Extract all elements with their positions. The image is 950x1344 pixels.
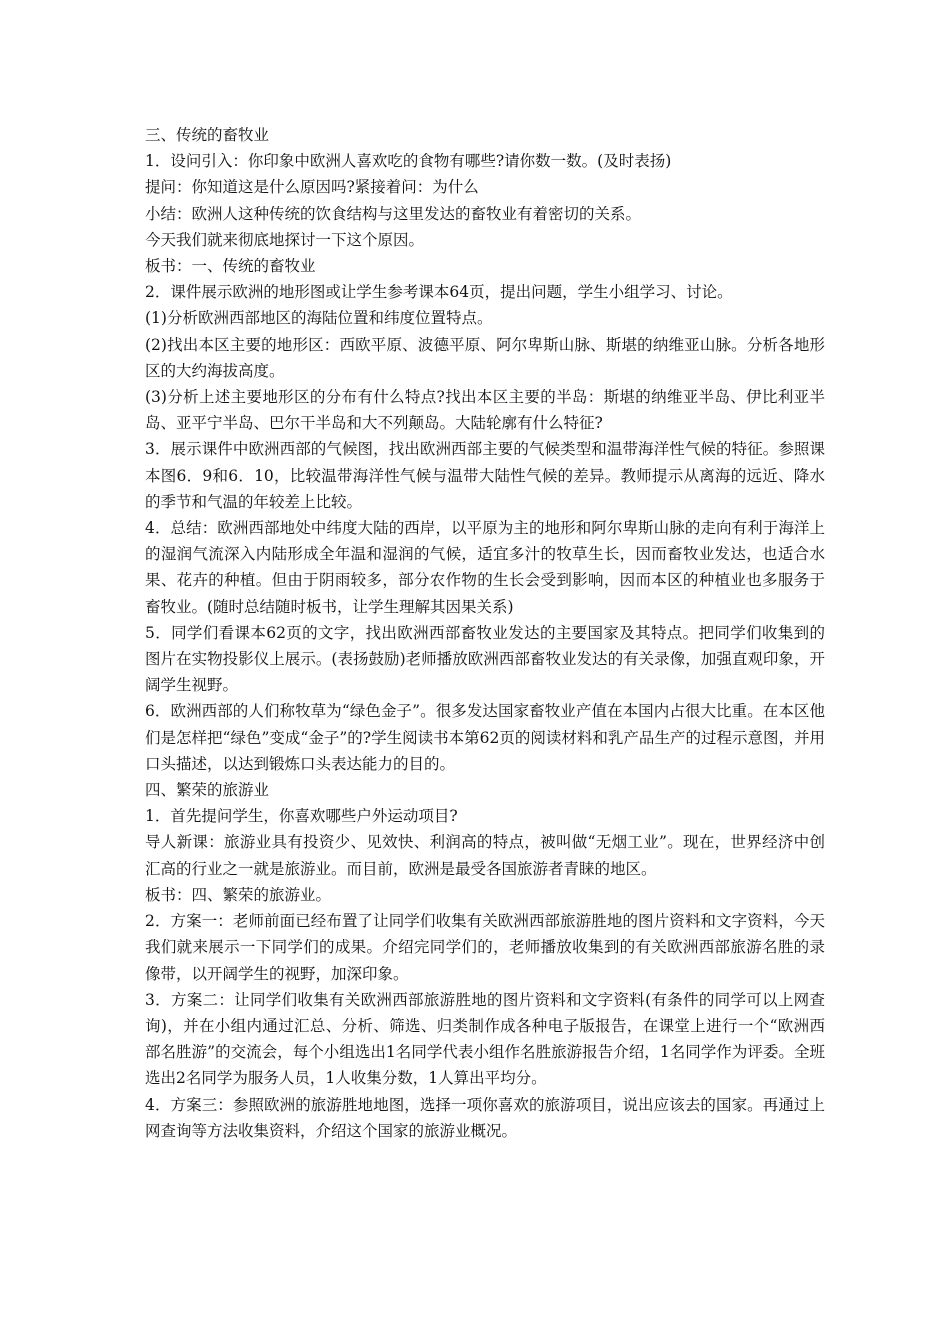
paragraph: 2．课件展示欧洲的地形图或让学生参考课本64页，提出问题，学生小组学习、讨论。 — [145, 283, 733, 302]
paragraph: 4．方案三：参照欧洲的旅游胜地地图，选择一项你喜欢的旅游项目，说出应该去的国家。再通过上网查询等方法收集资料，介绍这个国家的旅游业概况。 — [145, 1095, 825, 1140]
paragraph: 提问：你知道这是什么原因吗?紧接着问：为什么 — [145, 178, 479, 197]
paragraph: 今天我们就来彻底地探讨一下这个原因。 — [145, 230, 425, 249]
paragraph: 导人新课：旅游业具有投资少、见效快、利润高的特点，被叫做“无烟工业”。现在，世界经济中创汇高的行业之一就是旅游业。而目前，欧洲是最受各国旅游者青睐的地区。 — [145, 833, 825, 878]
section-heading-livestock: 三、传统的畜牧业 — [145, 126, 270, 144]
paragraph: 1．设问引入：你印象中欧洲人喜欢吃的食物有哪些?请你数一数。(及时表扬) — [145, 152, 672, 171]
paragraph: 6．欧洲西部的人们称牧草为“绿色金子”。很多发达国家畜牧业产值在本国内占很大比重。在本区他们是怎样把“绿色”变成“金子”的?学生阅读书本第62页的阅读材料和乳产品生产的过程示意图，并用口头描述，以达到锻炼口头表达能力的目的。 — [145, 702, 825, 773]
paragraph: 2．方案一：老师前面已经布置了让同学们收集有关欧洲西部旅游胜地的图片资料和文字资料，今天我们就来展示一下同学们的成果。介绍完同学们的，老师播放收集到的有关欧洲西部旅游名胜的录像带，以开阔学生的视野，加深印象。 — [145, 912, 825, 983]
paragraph: (3)分析上述主要地形区的分布有什么特点?找出本区主要的半岛：斯堪的纳维亚半岛、伊比利亚半岛、亚平宁半岛、巴尔干半岛和大不列颠岛。大陆轮廓有什么特征? — [145, 388, 825, 433]
paragraph: 3．展示课件中欧洲西部的气候图，找出欧洲西部主要的气候类型和温带海洋性气候的特征。参照课本图6．9和6．10，比较温带海洋性气候与温带大陆性气候的差异。教师提示从离海的远近、降水的季节和气温的年较差上比较。 — [145, 440, 825, 511]
paragraph: 1．首先提问学生，你喜欢哪些户外运动项目? — [145, 807, 458, 826]
paragraph: 3．方案二：让同学们收集有关欧洲西部旅游胜地的图片资料和文字资料(有条件的同学可以上网查询)，并在小组内通过汇总、分析、筛选、归类制作成各种电子版报告，在课堂上进行一个“欧洲西部名胜游”的交流会，每个小组选出1名同学代表小组作名胜旅游报告介绍，1名同学作为评委。全班选出2名同学为服务人员，1人收集分数，1人算出平均分。 — [145, 990, 825, 1088]
paragraph: 4．总结：欧洲西部地处中纬度大陆的西岸，以平原为主的地形和阿尔卑斯山脉的走向有利于海洋上的湿润气流深入内陆形成全年温和湿润的气候，适宜多汁的牧草生长，因而畜牧业发达，也适合水果、花卉的种植。但由于阴雨较多，部分农作物的生长会受到影响，因而本区的种植业也多服务于畜牧业。(随时总结随时板书，让学生理解其因果关系) — [145, 519, 825, 616]
paragraph: 5．同学们看课本62页的文字，找出欧洲西部畜牧业发达的主要国家及其特点。把同学们收集到的图片在实物投影仪上展示。(表扬鼓励)老师播放欧洲西部畜牧业发达的有关录像，加强直观印象，开阔学生视野。 — [145, 623, 825, 695]
paragraph: 板书：四、繁荣的旅游业。 — [145, 885, 332, 904]
paragraph: 板书：一、传统的畜牧业 — [145, 257, 316, 276]
document-body — [145, 122, 825, 1144]
paragraph: 小结：欧洲人这种传统的饮食结构与这里发达的畜牧业有着密切的关系。 — [145, 204, 642, 223]
paragraph: (1)分析欧洲西部地区的海陆位置和纬度位置特点。 — [145, 309, 493, 328]
section-heading-tourism: 四、繁荣的旅游业 — [145, 781, 270, 800]
paragraph: (2)找出本区主要的地形区：西欧平原、波德平原、阿尔卑斯山脉、斯堪的纳维亚山脉。分析各地形区的大约海拔高度。 — [145, 335, 825, 380]
